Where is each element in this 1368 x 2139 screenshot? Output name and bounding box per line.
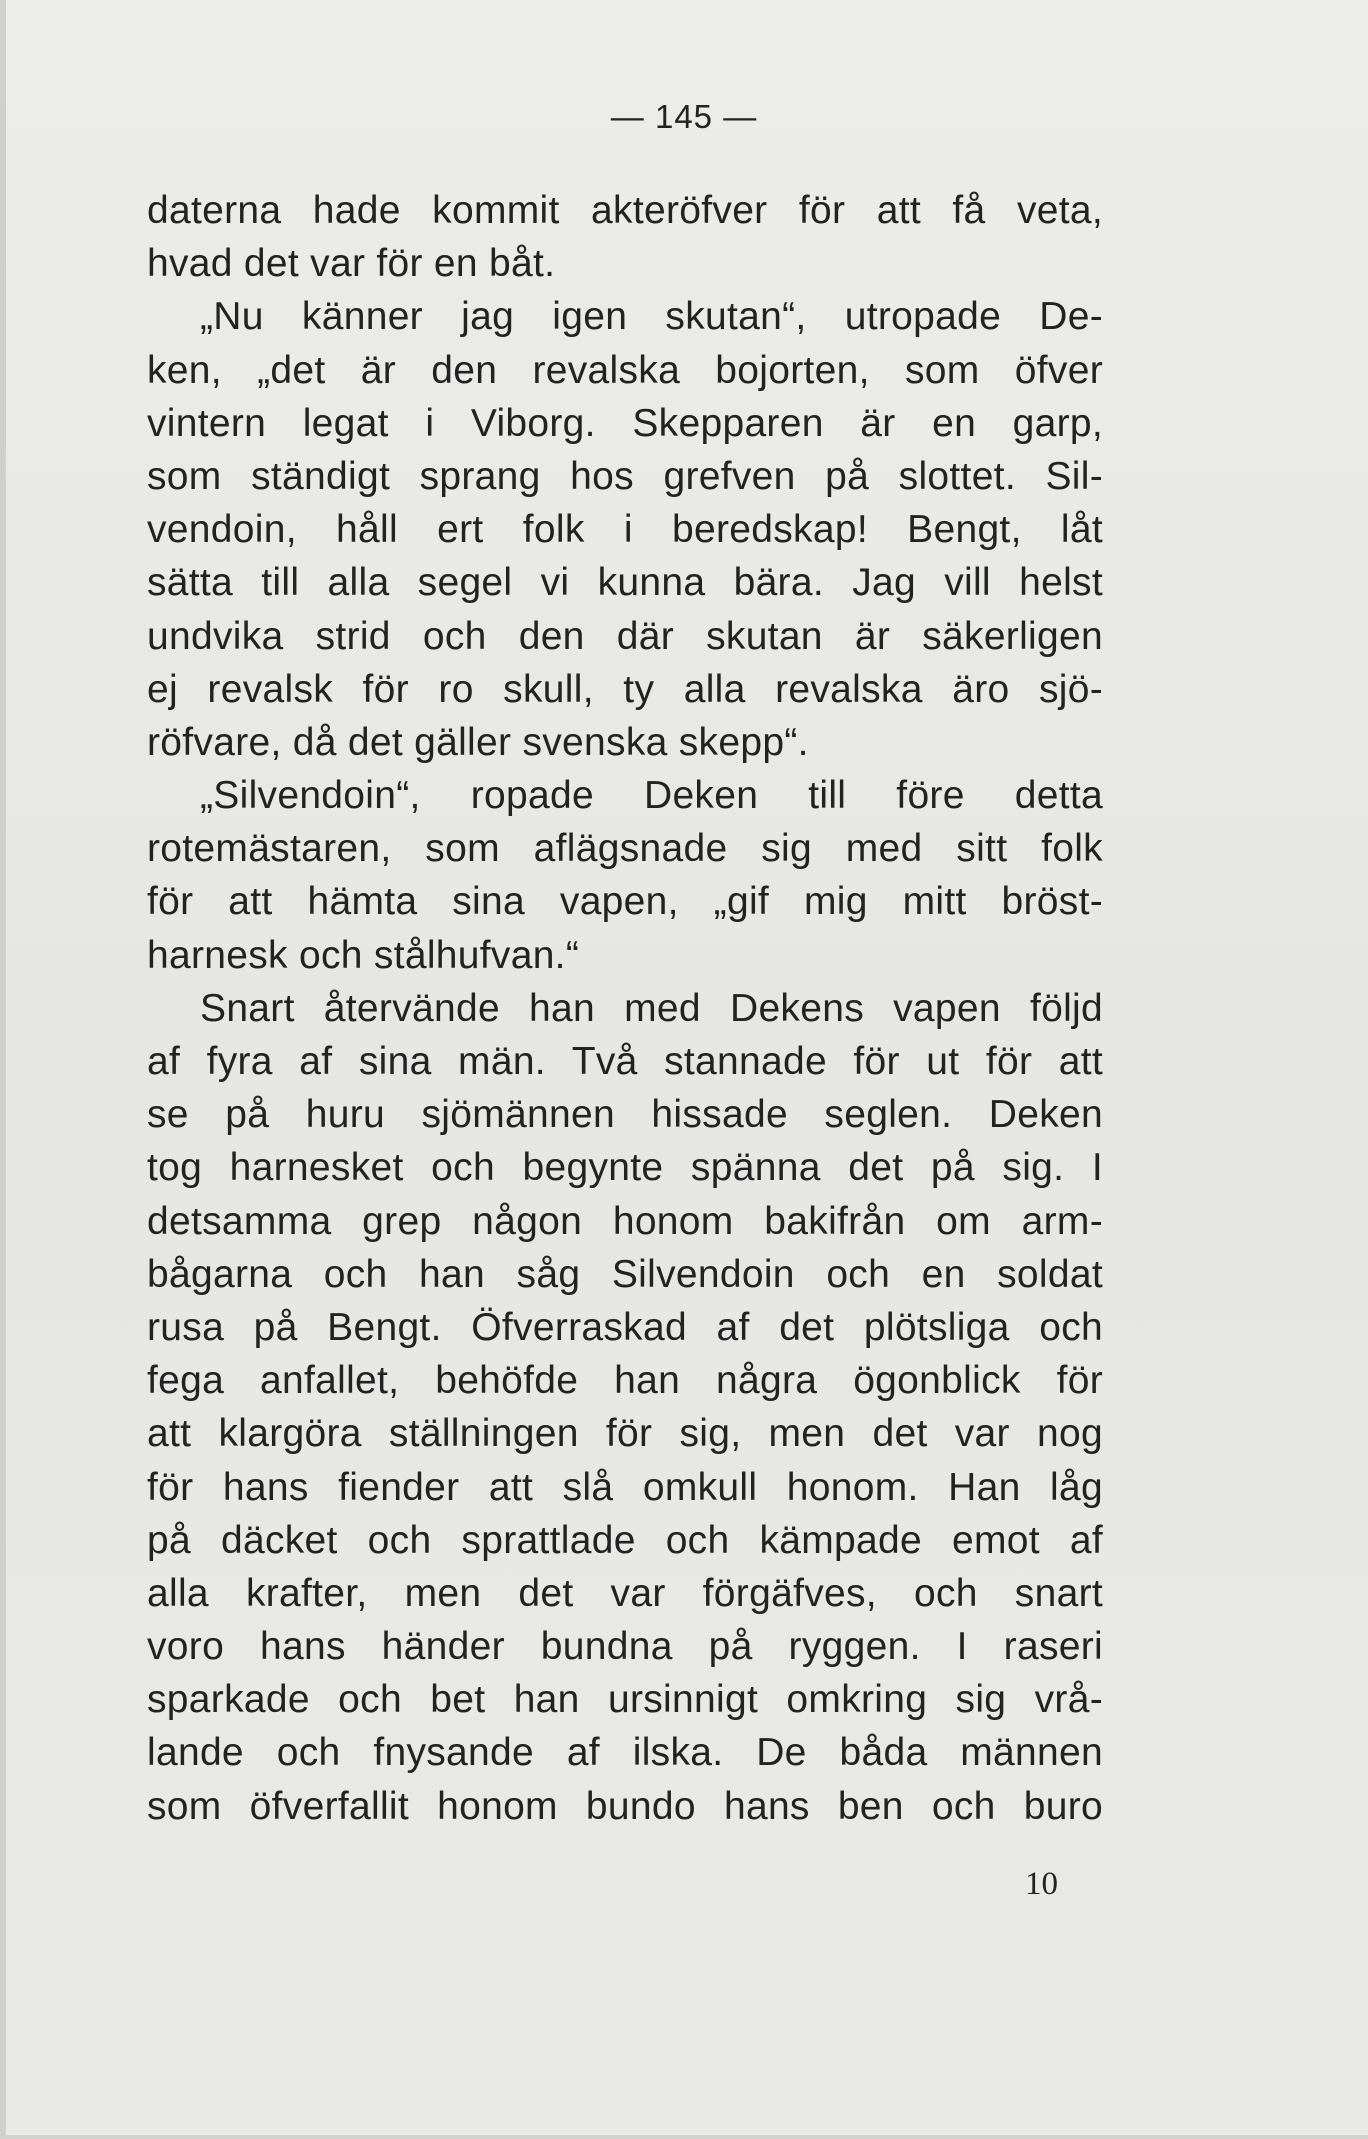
text-line: „Silvendoin“, ropade Deken till före detta	[200, 774, 1103, 818]
text-line: undvika strid och den där skutan är säkerligen	[147, 614, 1103, 658]
text-line: rusa på Bengt. Öfverraskad af det plötsliga och	[147, 1305, 1103, 1349]
text-line: för att hämta sina vapen, „gif mig mitt bröst-	[147, 880, 1103, 924]
text-line: fega anfallet, behöfde han några ögonblick för	[147, 1359, 1103, 1403]
text-line: bågarna och han såg Silvendoin och en soldat	[147, 1252, 1103, 1296]
text-line: se på huru sjömännen hissade seglen. Deken	[147, 1093, 1103, 1137]
text-line: detsamma grep någon honom bakifrån om arm-	[147, 1199, 1103, 1243]
text-line: voro hans händer bundna på ryggen. I raseri	[147, 1625, 1103, 1669]
text-line: röfvare, då det gäller svenska skepp“.	[147, 720, 809, 764]
text-line: sätta till alla segel vi kunna bära. Jag vill helst	[147, 561, 1103, 605]
text-line: „Nu känner jag igen skutan“, utropade De-	[200, 295, 1103, 339]
text-line: att klargöra ställningen för sig, men det var nog	[147, 1412, 1103, 1456]
page-left-edge	[0, 0, 6, 2139]
text-line: alla krafter, men det var förgäfves, och snart	[147, 1571, 1103, 1615]
text-line: sparkade och bet han ursinnigt omkring sig vrå-	[147, 1678, 1103, 1722]
text-line: på däcket och sprattlade och kämpade emot af	[147, 1518, 1103, 1562]
text-line: rotemästaren, som aflägsnade sig med sitt folk	[147, 827, 1103, 871]
text-line: som öfverfallit honom bundo hans ben och buro	[147, 1784, 1103, 1828]
body-text	[147, 184, 1103, 1833]
text-line: vendoin, håll ert folk i beredskap! Bengt, låt	[147, 508, 1103, 552]
signature-mark: 10	[1025, 1866, 1058, 1902]
text-line: af fyra af sina män. Två stannade för ut för att	[147, 1040, 1103, 1083]
text-line: hvad det var för en båt.	[147, 242, 556, 286]
page-bottom-edge	[0, 2135, 1368, 2139]
page-number: — 145 —	[610, 98, 758, 135]
text-line: som ständigt sprang hos grefven på slottet. Sil-	[147, 454, 1103, 498]
text-line: harnesk och stålhufvan.“	[147, 933, 580, 977]
text-line: tog harnesket och begynte spänna det på sig. I	[147, 1146, 1103, 1190]
text-line: för hans fiender att slå omkull honom. Han låg	[147, 1465, 1103, 1509]
text-line: Snart återvände han med Dekens vapen följd	[200, 986, 1103, 1030]
text-line: vintern legat i Viborg. Skepparen är en garp,	[147, 401, 1103, 445]
text-line: ej revalsk för ro skull, ty alla revalska äro sjö-	[147, 667, 1103, 711]
text-line: ken, „det är den revalska bojorten, som öfver	[147, 348, 1103, 392]
text-line: daterna hade kommit akteröfver för att få veta,	[147, 189, 1103, 232]
text-line: lande och fnysande af ilska. De båda männen	[147, 1731, 1103, 1775]
